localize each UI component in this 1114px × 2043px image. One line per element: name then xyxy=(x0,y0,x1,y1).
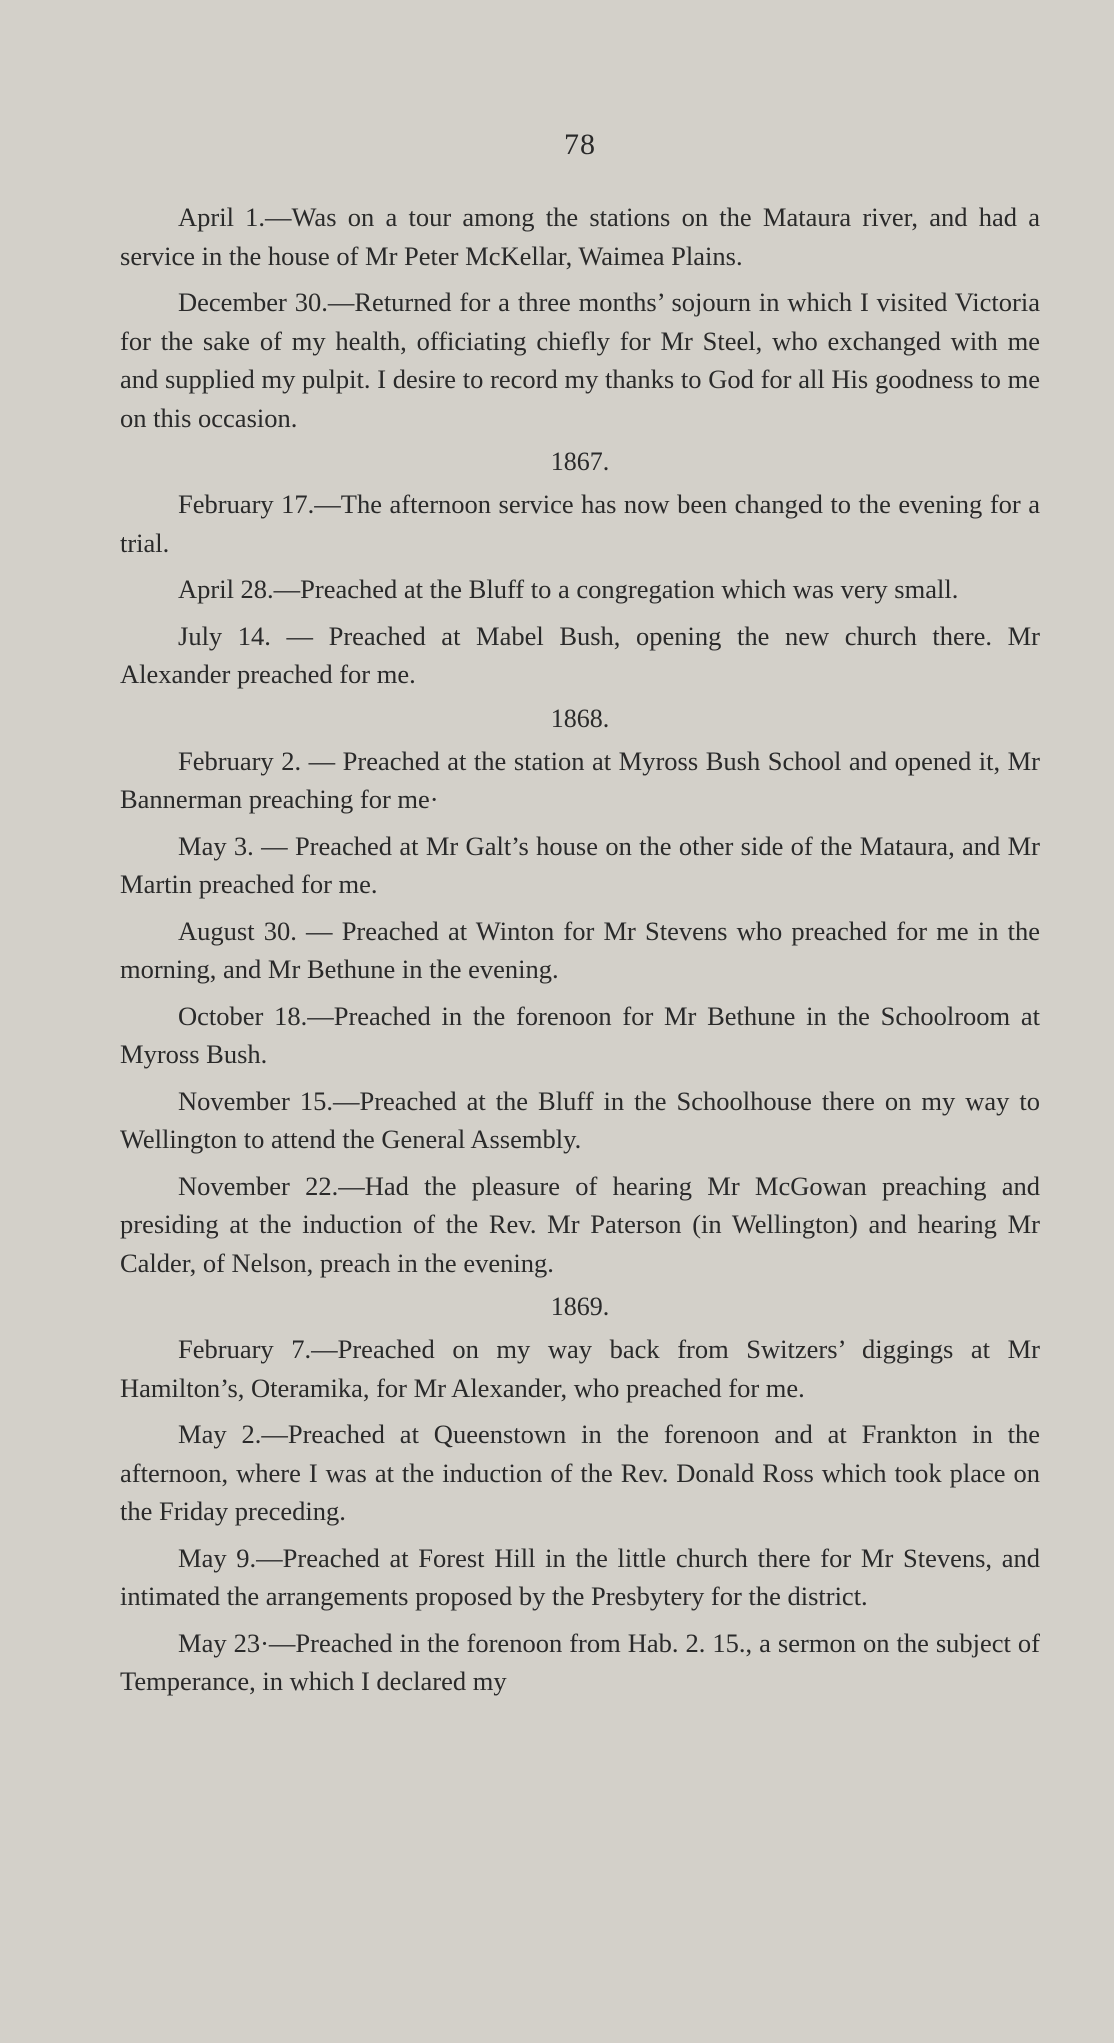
entry-february-7: February 7.—Preached on my way back from Switzers’ diggings at Mr Hamilton’s, Oteramika, for Mr Alexander, who preached for me. xyxy=(120,1334,1040,1403)
page-number: 78 xyxy=(564,128,596,161)
entry-november-15: November 15.—Preached at the Bluff in the Schoolhouse there on my way to Wellington to attend the General Assembly. xyxy=(120,1085,1040,1154)
year-heading-1869: 1869. xyxy=(550,1292,610,1321)
entry-august-30: August 30. — Preached at Winton for Mr Stevens who preached for me in the morning, and Mr Bethune in the evening. xyxy=(120,915,1040,984)
year-heading-1868: 1868. xyxy=(550,703,610,733)
entry-july-14: July 14. — Preached at Mabel Bush, opening the new church there. Mr Alexander preached for me. xyxy=(120,620,1040,689)
journal-entries xyxy=(120,198,1040,1701)
entry-february-17: February 17.—The afternoon service has now been changed to the evening for a trial. xyxy=(120,489,1040,558)
entry-may-9: May 9.—Preached at Forest Hill in the little church there for Mr Stevens, and intimated the arrangements proposed by the Presbytery for the district. xyxy=(120,1542,1040,1611)
entry-december-30: December 30.—Returned for a three months’ sojourn in which I visited Victoria for the sake of my health, officiating chiefly for Mr Steel, who exchanged with me and supplied my pulpit. I desire to record my thanks to God for all His goodness to me on this occasion. xyxy=(120,287,1040,433)
entry-february-2: February 2. — Preached at the station at Myross Bush School and opened it, Mr Bannerman preaching for me· xyxy=(120,745,1040,814)
entry-may-3: May 3. — Preached at Mr Galt’s house on the other side of the Mataura, and Mr Martin preached for me. xyxy=(120,830,1040,899)
entry-april-1: April 1.—Was on a tour among the stations on the Mataura river, and had a service in the house of Mr Peter McKellar, Waimea Plains. xyxy=(120,202,1040,271)
entry-may-2: May 2.—Preached at Queenstown in the forenoon and at Frankton in the afternoon, where I was at the induction of the Rev. Donald Ross which took place on the Friday preceding. xyxy=(120,1419,1040,1526)
entry-april-28: April 28.—Preached at the Bluff to a congregation which was very small. xyxy=(178,574,959,604)
entry-november-22: November 22.—Had the pleasure of hearing Mr McGowan preaching and presiding at the induction of the Rev. Mr Paterson (in Wellington) and hearing Mr Calder, of Nelson, preach in the evening. xyxy=(120,1170,1040,1278)
entry-may-23: May 23·—Preached in the forenoon from Hab. 2. 15., a sermon on the subject of Temperance, in which I declared my xyxy=(120,1627,1040,1696)
entry-october-18: October 18.—Preached in the forenoon for Mr Bethune in the Schoolroom at Myross Bush. xyxy=(120,1000,1040,1069)
year-heading-1867: 1867. xyxy=(550,447,610,476)
